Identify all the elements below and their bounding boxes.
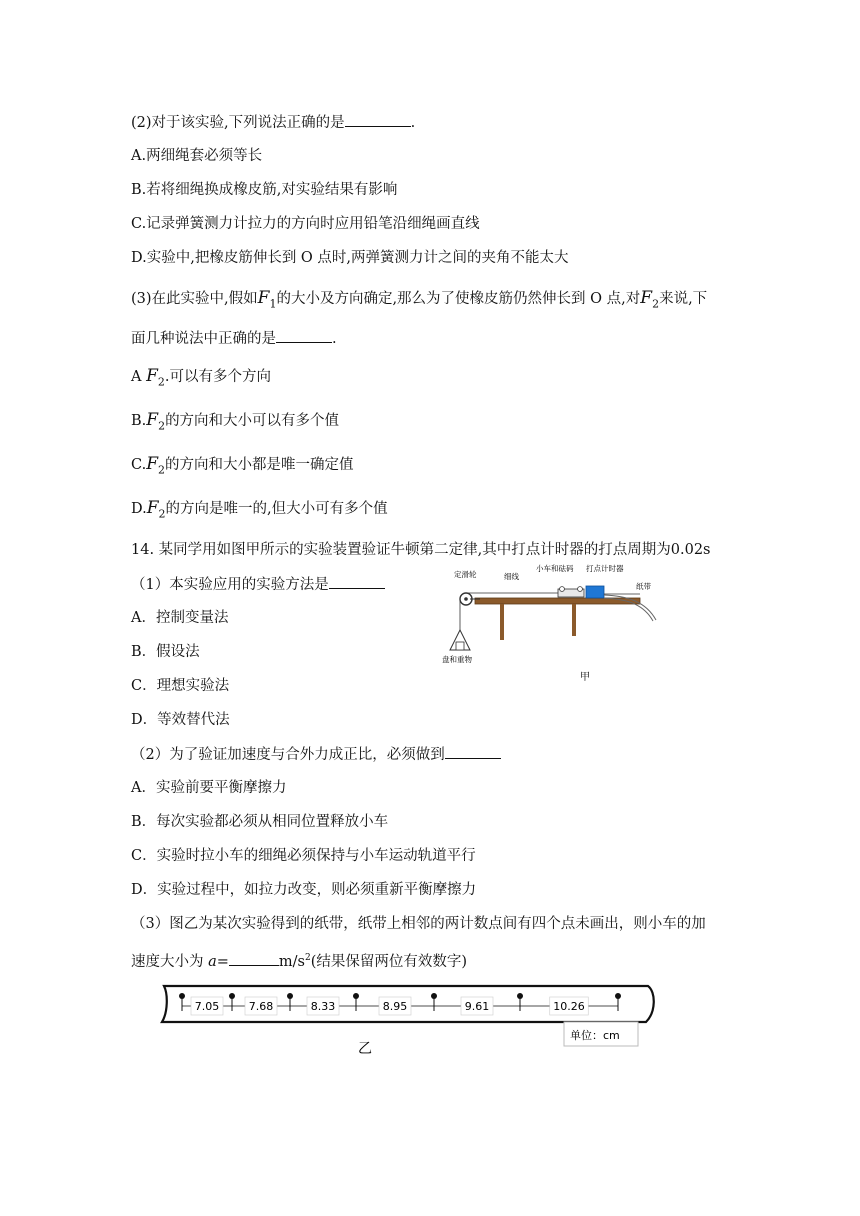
segment-length-label: 8.33 [310,1000,336,1013]
q13-part3-stem-line2: 面几种说法中正确的是 . [131,328,337,349]
label-timer: 打点计时器 [586,564,624,573]
f2-symbol: $F_2$ [146,454,165,477]
f2-symbol: $F_2$ [146,366,165,389]
segment-length-label: 9.61 [464,1000,490,1013]
segment-length-label: 7.68 [248,1000,274,1013]
table-leg [572,604,576,636]
label-tape: 纸带 [636,582,651,591]
q13-p3-option-b: $B.F_2$的方向和大小可以有多个值 [131,410,340,433]
q14-p2-option-b: B．每次实验都必须从相同位置释放小车 [131,814,389,830]
q13-p2-option-a: A.两细绳套必须等长 [131,148,263,164]
q14-p1-option-b: B．假设法 [131,644,200,660]
q13-p2-option-d: D.实验中,把橡皮筋伸长到 O 点时,两弹簧测力计之间的夹角不能太大 [131,250,569,266]
label-cart: 小车和砝码 [536,564,574,573]
segment-length-label: 10.26 [553,1000,585,1013]
table-leg [500,604,504,640]
label-string: 细线 [504,572,519,581]
q13-p2-option-c: C.记录弹簧测力计拉力的方向时应用铅笔沿细绳画直线 [131,216,480,232]
q13-p3-option-c: $C.F_2$的方向和大小都是唯一确定值 [131,454,354,477]
q14-part3-stem: （3）图乙为某次实验得到的纸带，纸带上相邻的两计数点间有四个点未画出，则小车的加 [131,916,706,932]
q14-p2-option-d: D．实验过程中，如拉力改变，则必须重新平衡摩擦力 [131,882,477,898]
f2-symbol: $F_2$ [146,410,166,433]
segment-length-label: 7.05 [194,1000,220,1013]
q13-p3-option-d: $D.F_2$的方向是唯一的,但大小可有多个值 [131,498,388,521]
q14-p1-option-a: A．控制变量法 [131,610,229,626]
figure-caption: 甲 [580,672,590,683]
q13-p2-option-b: B.若将细绳换成橡皮筋,对实验结果有影响 [131,182,398,198]
f1-symbol: $F_1$ [257,288,277,311]
unit-label: 单位：cm [570,1029,620,1042]
figure-jia-apparatus [440,558,670,688]
answer-blank [276,328,332,343]
q14-stem: 14. 某同学用如图甲所示的实验装置验证牛顿第二定律,其中打点计时器的打点周期为0.02s [131,542,711,558]
answer-blank [445,744,501,759]
f2-symbol: $F_2$ [146,498,166,521]
q13-p3-option-a: A $F_2$.可以有多个方向 [131,366,271,389]
q14-p1-option-c: C．理想实验法 [131,678,230,694]
label-pulley: 定滑轮 [454,570,477,579]
q14-part1-stem: （1）本实验应用的实验方法是 [131,574,385,595]
q14-p2-option-c: C．实验时拉小车的细绳必须保持与小车运动轨道平行 [131,848,476,864]
label-weight: 盘和重物 [442,655,472,664]
f2-symbol: $F_2$ [640,288,660,311]
q14-p1-option-d: D．等效替代法 [131,712,230,728]
q13-part2-stem: (2)对于该实验,下列说法正确的是 . [131,112,415,133]
answer-blank [329,574,385,589]
answer-blank [345,112,411,127]
q14-part3-stem-line2: 速度大小为 $a= m/s^2$(结果保留两位有效数字) [131,948,467,972]
timer [586,586,604,598]
segment-length-label: 8.95 [382,1000,408,1013]
q14-p2-option-a: A．实验前要平衡摩擦力 [131,780,287,796]
figure-caption: 乙 [358,1041,372,1057]
q13-part3-stem: (3)在此实验中,假如$F_1$的大小及方向确定,那么为了使橡皮筋仍然伸长到 O 点,对$F_2$来说,下 [131,288,708,311]
answer-blank [229,951,279,966]
q14-part2-stem: （2）为了验证加速度与合外力成正比，必须做到 [131,744,501,765]
figure-yi-paper-tape [150,978,670,1068]
